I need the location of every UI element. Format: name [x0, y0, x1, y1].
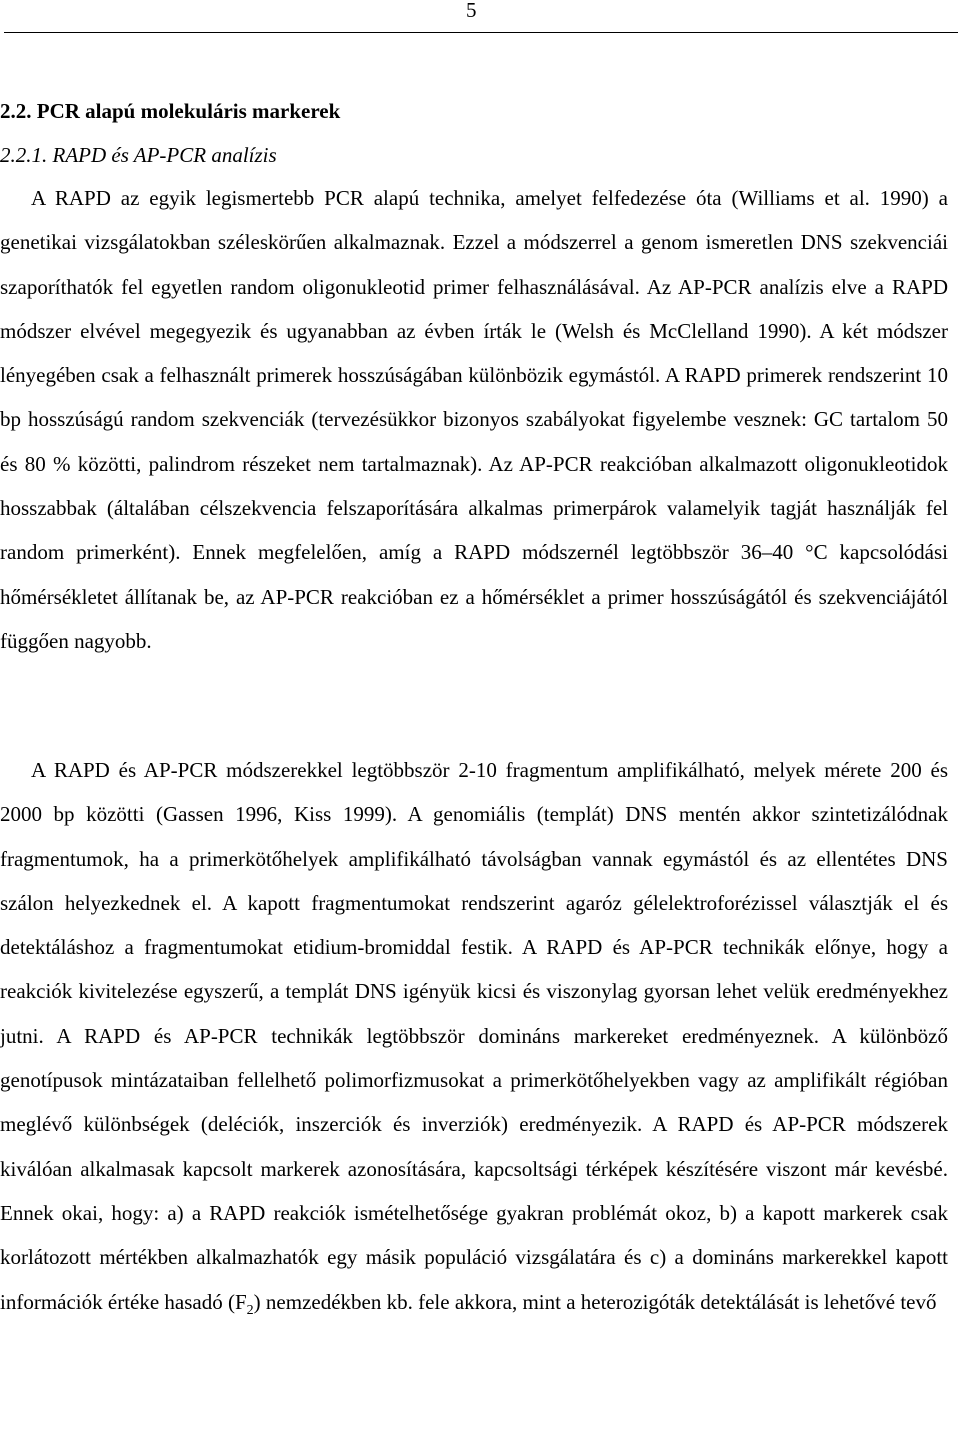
- section-heading: 2.2. PCR alapú molekuláris markerek: [0, 99, 341, 123]
- page-number: 5: [466, 0, 477, 22]
- subscript-2: 2: [246, 1302, 254, 1318]
- paragraph-2-text: A RAPD és AP-PCR módszerekkel legtöbbször 2-10 fragmentum amplifikálható, melyek mérete 200 és 2000 bp közötti (Gassen 1996, Kiss 1999). A genomiális (templát) DNS mentén akkor szintetizálódnak fragmentumok, ha a primerkötőhelyek amplifikálható távolságban vannak egymástól és az ellentétes DNS szálon helyezkednek el. A kapott fragmentumokat rendszerint agaróz gélelektroforézissel választják el és detektáláshoz a fragmentumokat etidium-bromiddal festik. A RAPD és AP-PCR technikák előnye, hogy a reakciók kivitelezése egyszerű, a templát DNS igényük kicsi és viszonylag gyorsan lehet velük eredményekhez jutni. A RAPD és AP-PCR technikák legtöbbször domináns markereket eredményeznek. A különböző genotípusok mintázataiban fellelhető polimorfizmusokat a primerkötőhelyekben vagy az amplifikált régióban meglévő különbségek (deléciók, inszerciók és inverziók) eredményezik. A RAPD és AP-PCR módszerek kiválóan alkalmasak kapcsolt markerek azonosítására, kapcsoltsági térképek készítésére viszont már kevésbé. Ennek okai, hogy: a) a RAPD reakciók ismételhetősége gyakran problémát okoz, b) a kapott markerek csak korlátozott mértékben alkalmazhatók egy másik populáció vizsgálatára és c) a domináns markerekkel kapott információk értéke hasadó (F: [0, 758, 948, 1314]
- paragraph-1: A RAPD az egyik legismertebb PCR alapú technika, amelyet felfedezése óta (Williams et al. 1990) a genetikai vizsgálatokban széleskörűen alkalmaznak. Ezzel a módszerrel a genom ismeretlen DNS szekvenciái szaporíthatók fel egyetlen random oligonukleotid primer felhasználásával. Az AP-PCR analízis elve a RAPD módszer elvével megegyezik és ugyanabban az évben írták le (Welsh és McClelland 1990). A két módszer lényegében csak a felhasznált primerek hosszúságában különbözik egymástól. A RAPD primerek rendszerint 10 bp hosszúságú random szekvenciák (tervezésükkor bizonyos szabályokat figyelembe vesznek: GC tartalom 50 és 80 % közötti, palindrom részeket nem tartalmaznak). Az AP-PCR reakcióban alkalmazott oligonukleotidok hosszabbak (általában célszekvencia felszaporítására alkalmas primerpárok valamelyik tagját használják fel random primerként). Ennek megfelelően, amíg a RAPD módszernél legtöbbször 36–40 °C kapcsolódási hőmérsékletet állítanak be, az AP-PCR reakcióban ez a hőmérséklet a primer hosszúságától és szekvenciájától függően nagyobb.: [0, 186, 948, 653]
- subsection-heading: 2.2.1. RAPD és AP-PCR analízis: [0, 143, 277, 167]
- paragraph-2-tail: ) nemzedékben kb. fele akkora, mint a heterozigóták detektálását is lehetővé tevő: [253, 1289, 937, 1314]
- header-rule: [4, 32, 958, 33]
- paragraph-2: [0, 748, 948, 1324]
